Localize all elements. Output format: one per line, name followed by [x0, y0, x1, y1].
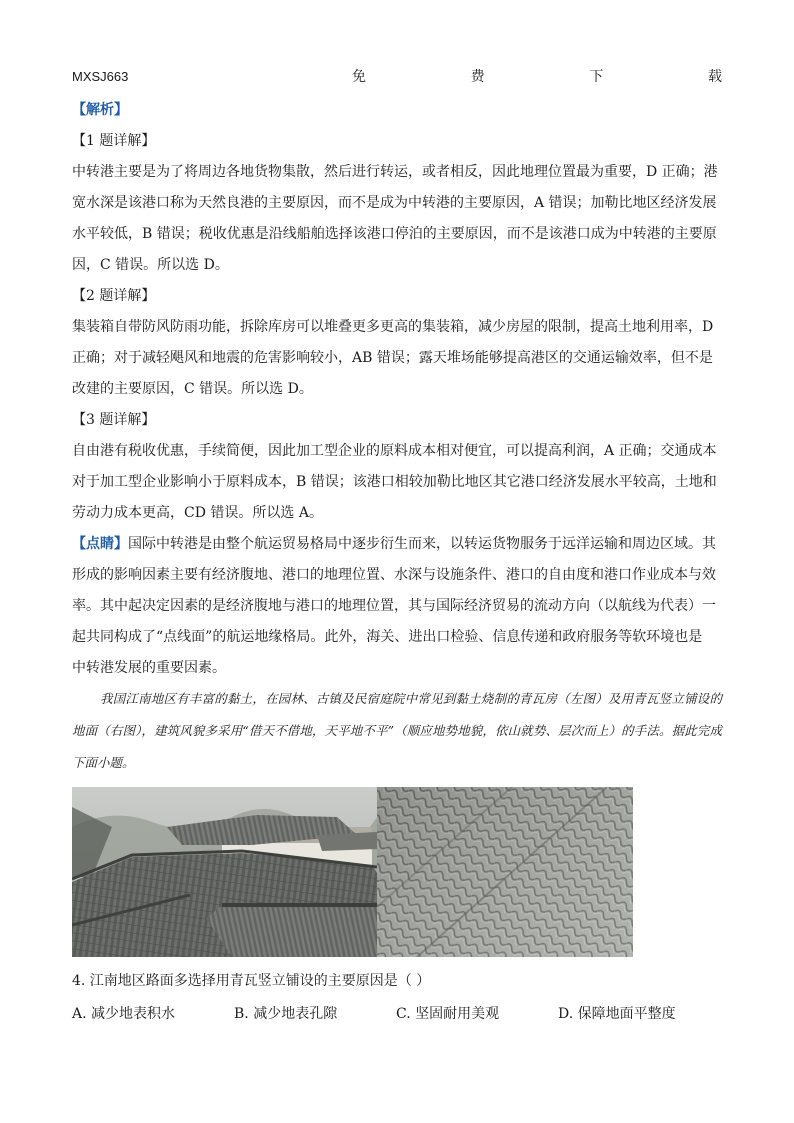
section-line: 中转港主要是为了将周边各地货物集散，然后进行转运，或者相反，因此地理位置最为重要，D 正确；港: [72, 164, 718, 180]
doc-code: MXSJ663: [72, 68, 129, 84]
tile-roof-photo: [72, 787, 377, 957]
option-a[interactable]: A. 减少地表积水: [72, 1006, 176, 1022]
section-line: 宽水深是该港口称为天然良港的主要原因，而不是成为中转港的主要原因，A 错误；加勒比地区经济发展: [72, 195, 717, 211]
tip-line: [72, 529, 722, 560]
section-line: 劳动力成本更高，CD 错误。所以选 A。: [72, 505, 323, 521]
section-title: 【2 题详解】: [72, 288, 156, 304]
header-char: 免: [352, 69, 366, 85]
free-download-label: [352, 66, 722, 86]
page-header: [72, 66, 722, 86]
header-char: 下: [589, 69, 604, 85]
tip-line: 中转港发展的重要因素。: [72, 660, 226, 676]
section-2: [72, 281, 722, 405]
header-char: 载: [707, 69, 722, 85]
section-line: 对于加工型企业影响小于原料成本，B 错误；该港口相较加勒比地区其它港口经济发展水平较高，土地和: [72, 474, 717, 490]
section-line: 改建的主要原因，C 错误。所以选 D。: [72, 381, 313, 397]
option-d[interactable]: D. 保障地面平整度: [558, 1006, 676, 1022]
section-1: [72, 126, 722, 281]
section-line: 集装箱自带防风防雨功能，拆除库房可以堆叠更多更高的集装箱，减少房屋的限制，提高土地利用率，D: [72, 319, 714, 335]
tip-line: 率。其中起决定因素的是经济腹地与港口的地理位置，其与国际经济贸易的流动方向（以航线为代表）一: [72, 598, 716, 614]
question-intro: 我国江南地区有丰富的黏土，在园林、古镇及民宿庭院中常见到黏土烧制的青瓦房（左图）及用青瓦竖立铺设的地面（右图），建筑风貌多采用“借天不借地，天平地不平”（顺应地势地貌，依山就势、层次而上）的手法。据此完成下面小题。: [72, 691, 722, 770]
section-line: 因，C 错误。所以选 D。: [72, 257, 229, 273]
tip-text: 国际中转港是由整个航运贸易格局中逐步衍生而来，以转运货物服务于远洋运输和周边区域。其: [128, 536, 716, 552]
tip-line: 起共同构成了“点线面”的航运地缘格局。此外，海关、进出口检验、信息传递和政府服务等软环境也是: [72, 629, 703, 645]
tip-section: [72, 529, 722, 684]
option-b[interactable]: B. 减少地表孔隙: [234, 1006, 338, 1022]
question-stem: 4. 江南地区路面多选择用青瓦竖立铺设的主要原因是（ ）: [72, 973, 431, 989]
section-title: 【3 题详解】: [72, 412, 156, 428]
tip-label: 【点睛】: [72, 536, 128, 552]
section-3: [72, 405, 722, 529]
tile-pavement-photo: [377, 787, 633, 957]
header-char: 费: [470, 69, 485, 85]
section-line: 水平较低，B 错误；税收优惠是沿线船舶选择该港口停泊的主要原因，而不是该港口成为中转港的主要原: [72, 226, 717, 242]
section-line: 自由港有税收优惠，手续简便，因此加工型企业的原料成本相对便宜，可以提高利润，A 正确；交通成本: [72, 443, 717, 459]
section-line: 正确；对于减轻飓风和地震的危害影响较小，AB 错误；露天堆场能够提高港区的交通运输效率，但不是: [72, 350, 713, 366]
option-c[interactable]: C. 坚固耐用美观: [396, 1006, 500, 1022]
tip-line: 形成的影响因素主要有经济腹地、港口的地理位置、水深与设施条件、港口的自由度和港口作业成本与效: [72, 567, 716, 583]
section-title: 【1 题详解】: [72, 133, 156, 149]
analysis-label: 【解析】: [72, 102, 128, 118]
